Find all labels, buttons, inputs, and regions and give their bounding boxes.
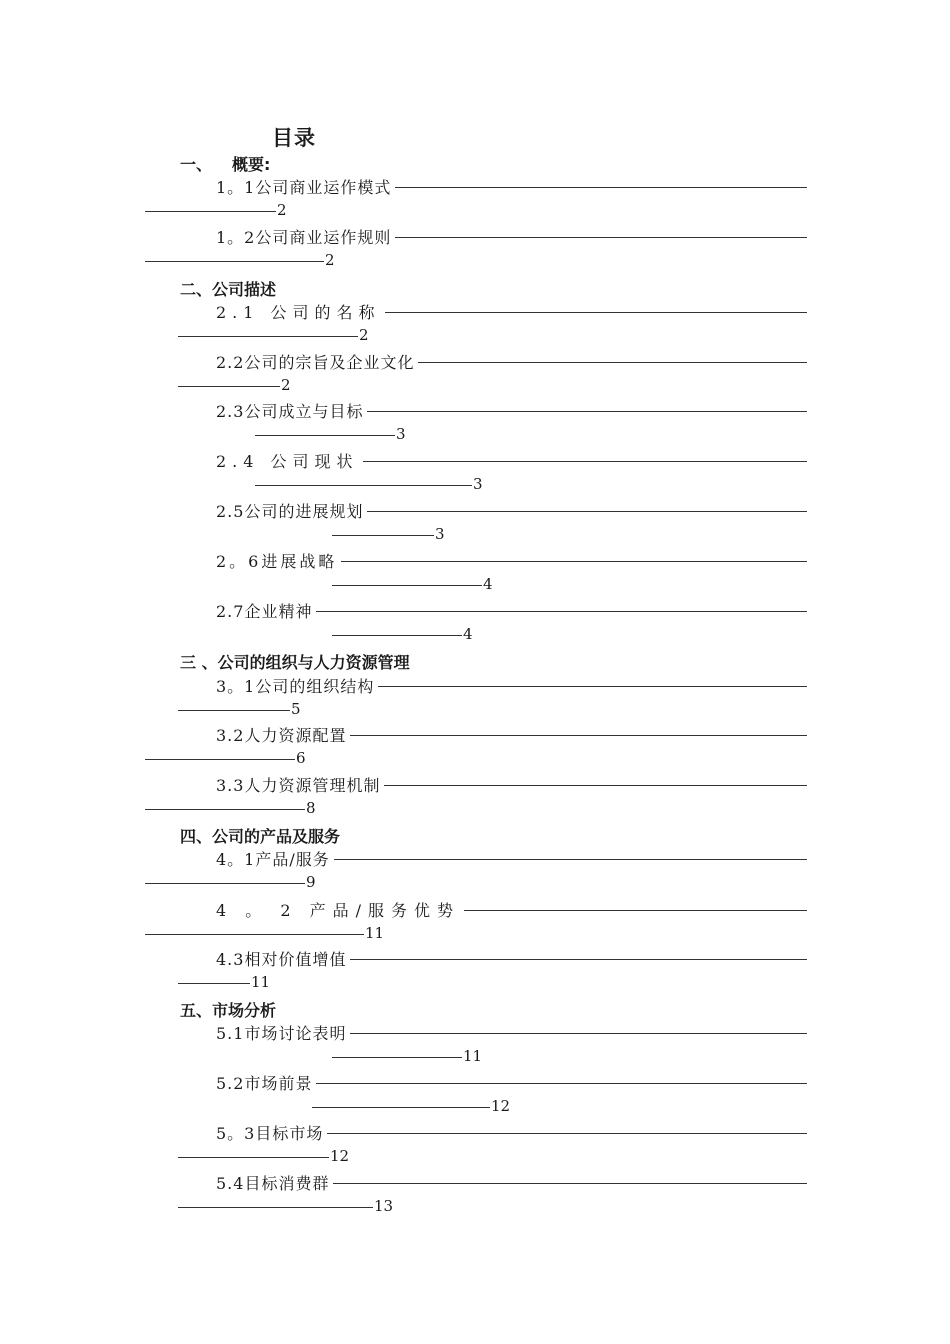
entry-label: 4 。 2 产品/服务优势 xyxy=(216,900,461,920)
toc-entry[interactable] xyxy=(0,548,950,598)
section-heading xyxy=(180,998,276,1021)
section-number: 一、 xyxy=(180,155,213,174)
entry-page-number: 4 xyxy=(463,625,473,643)
section-title: 概要: xyxy=(232,155,271,174)
toc-entry[interactable] xyxy=(0,598,950,648)
section-heading xyxy=(180,824,340,847)
leader-dashes xyxy=(178,1157,329,1158)
leader-dashes xyxy=(255,485,472,486)
entry-label: 2.7企业精神 xyxy=(216,601,313,621)
section-heading xyxy=(180,277,276,300)
toc-entry[interactable] xyxy=(0,224,950,274)
leader-dashes xyxy=(145,883,305,884)
entry-label: 2.2公司的宗旨及企业文化 xyxy=(216,352,415,372)
leader-dashes xyxy=(367,511,807,512)
leader-dashes xyxy=(395,237,807,238)
entry-page-number: 11 xyxy=(365,924,385,942)
entry-page-number: 12 xyxy=(491,1097,511,1115)
leader-dashes xyxy=(145,261,324,262)
leader-dashes xyxy=(145,211,276,212)
section-title: 公司描述 xyxy=(212,280,277,299)
leader-dashes xyxy=(145,759,295,760)
leader-dashes xyxy=(178,710,290,711)
entry-label: 1。2公司商业运作规则 xyxy=(216,227,392,247)
leader-dashes xyxy=(316,1083,807,1084)
leader-dashes xyxy=(178,386,280,387)
entry-label: 3.2人力资源配置 xyxy=(216,725,347,745)
leader-dashes xyxy=(327,1133,807,1134)
toc-entry[interactable] xyxy=(0,1020,950,1070)
entry-page-number: 11 xyxy=(463,1047,483,1065)
entry-page-number: 3 xyxy=(396,425,406,443)
toc-entry[interactable] xyxy=(0,448,950,498)
section-number: 二、 xyxy=(180,280,213,299)
leader-dashes xyxy=(334,859,807,860)
entry-page-number: 2 xyxy=(281,376,291,394)
entry-label: 3.3人力资源管理机制 xyxy=(216,775,381,795)
entry-page-number: 12 xyxy=(330,1147,350,1165)
leader-dashes xyxy=(178,1207,373,1208)
entry-page-number: 13 xyxy=(374,1197,394,1215)
leader-dashes xyxy=(418,362,807,363)
leader-dashes xyxy=(464,910,807,911)
section-number: 四、 xyxy=(180,827,213,846)
section-heading xyxy=(180,152,270,175)
leader-dashes xyxy=(333,1183,807,1184)
toc-entry[interactable] xyxy=(0,349,950,399)
leader-dashes xyxy=(378,686,807,687)
toc-entry[interactable] xyxy=(0,174,950,224)
toc-entry[interactable] xyxy=(0,1070,950,1120)
toc-entry[interactable] xyxy=(0,946,950,996)
entry-label: 5.1市场讨论表明 xyxy=(216,1023,347,1043)
toc-entry[interactable] xyxy=(0,897,950,947)
entry-label: 4.3相对价值增值 xyxy=(216,949,347,969)
leader-dashes xyxy=(350,735,807,736)
entry-label: 5.2市场前景 xyxy=(216,1073,313,1093)
leader-dashes xyxy=(332,585,482,586)
leader-dashes xyxy=(332,635,462,636)
leader-dashes xyxy=(316,611,807,612)
leader-dashes xyxy=(332,1057,462,1058)
entry-page-number: 2 xyxy=(359,326,369,344)
entry-page-number: 8 xyxy=(306,799,316,817)
leader-dashes xyxy=(145,934,364,935)
leader-dashes xyxy=(178,983,250,984)
entry-page-number: 3 xyxy=(473,475,483,493)
leader-dashes xyxy=(363,461,807,462)
toc-entry[interactable] xyxy=(0,1170,950,1220)
entry-label: 1。1公司商业运作模式 xyxy=(216,177,392,197)
entry-label: 2.5公司的进展规划 xyxy=(216,501,364,521)
toc-entry[interactable] xyxy=(0,722,950,772)
entry-page-number: 9 xyxy=(306,873,316,891)
entry-label: 2.1 公司的名称 xyxy=(216,302,381,322)
section-title: 公司的组织与人力资源管理 xyxy=(217,653,410,672)
toc-entry[interactable] xyxy=(0,673,950,723)
leader-dashes xyxy=(350,959,807,960)
entry-page-number: 3 xyxy=(435,525,445,543)
leader-dashes xyxy=(341,561,807,562)
toc-entry[interactable] xyxy=(0,498,950,548)
entry-label: 2.3公司成立与目标 xyxy=(216,401,364,421)
entry-page-number: 2 xyxy=(277,201,287,219)
entry-page-number: 11 xyxy=(251,973,271,991)
leader-dashes xyxy=(385,312,807,313)
toc-title: 目录 xyxy=(272,126,316,150)
entry-page-number: 4 xyxy=(483,575,493,593)
toc-entry[interactable] xyxy=(0,846,950,896)
leader-dashes xyxy=(178,336,358,337)
section-heading xyxy=(180,650,410,673)
entry-label: 5。3目标市场 xyxy=(216,1123,324,1143)
toc-entry[interactable] xyxy=(0,398,950,448)
toc-entry[interactable] xyxy=(0,299,950,349)
section-title: 市场分析 xyxy=(212,1001,277,1020)
leader-dashes xyxy=(255,435,395,436)
entry-page-number: 5 xyxy=(291,700,301,718)
entry-label: 2。6进展战略 xyxy=(216,551,338,571)
section-number: 三 、 xyxy=(180,653,218,672)
section-number: 五、 xyxy=(180,1001,213,1020)
toc-entry[interactable] xyxy=(0,772,950,822)
entry-page-number: 2 xyxy=(325,251,335,269)
entry-label: 4。1产品/服务 xyxy=(216,849,330,869)
leader-dashes xyxy=(145,809,305,810)
entry-page-number: 6 xyxy=(296,749,306,767)
leader-dashes xyxy=(350,1033,807,1034)
entry-label: 2.4 公司现状 xyxy=(216,451,359,471)
leader-dashes xyxy=(395,187,807,188)
leader-dashes xyxy=(312,1107,490,1108)
entry-label: 3。1公司的组织结构 xyxy=(216,676,375,696)
leader-dashes xyxy=(332,535,434,536)
entry-label: 5.4目标消费群 xyxy=(216,1173,330,1193)
leader-dashes xyxy=(367,411,807,412)
toc-entry[interactable] xyxy=(0,1120,950,1170)
section-title: 公司的产品及服务 xyxy=(212,827,341,846)
leader-dashes xyxy=(384,785,807,786)
